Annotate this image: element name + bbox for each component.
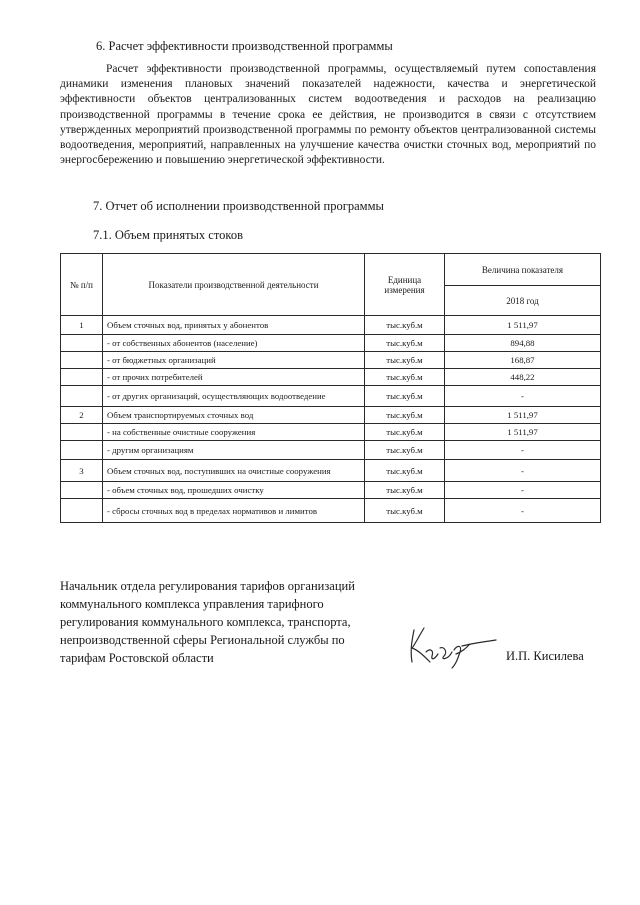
cell-indicator: - от других организаций, осуществляющих водоотведение	[103, 386, 365, 407]
cell-unit: тыс.куб.м	[365, 316, 445, 335]
table-row	[61, 441, 601, 460]
signature-title-block	[60, 577, 355, 667]
section-6-title: 6. Расчет эффективности производственной программы	[96, 39, 393, 53]
cell-num	[61, 441, 103, 460]
section-7-1-subtitle: 7.1. Объем принятых стоков	[93, 228, 243, 242]
cell-value: -	[445, 460, 601, 482]
header-year: 2018 год	[445, 286, 601, 316]
signature-line: Начальник отдела регулирования тарифов организаций	[60, 579, 355, 593]
cell-unit: тыс.куб.м	[365, 352, 445, 369]
cell-unit: тыс.куб.м	[365, 407, 445, 424]
cell-value: 1 511,97	[445, 424, 601, 441]
cell-num	[61, 499, 103, 523]
cell-value: 168,87	[445, 352, 601, 369]
table-row	[61, 460, 601, 482]
signature-line: непроизводственной сферы Региональной службы по	[60, 633, 345, 647]
cell-value: -	[445, 499, 601, 523]
cell-unit: тыс.куб.м	[365, 424, 445, 441]
section-6-paragraph-text: Расчет эффективности производственной программы, осуществляемый путем сопоставления динамики изменения плановых значений показателей надежности, качества и энергетической эффективности объектов централизованных систем водоотведения и расходов на реализацию производственной программы в течение срока ее действия, не производится в связи с отсутствием утвержденных мероприятий производственной программы по ремонту объектов централизованной системы водоотведения, мероприятий, направленных на улучшение качества очистки сточных вод, мероприятий по энергосбережению и повышению энергетической эффективности.	[60, 63, 596, 167]
cell-unit: тыс.куб.м	[365, 460, 445, 482]
cell-indicator: - другим организациям	[103, 441, 365, 460]
cell-unit: тыс.куб.м	[365, 369, 445, 386]
cell-value: 1 511,97	[445, 316, 601, 335]
table-row	[61, 369, 601, 386]
table-row	[61, 316, 601, 335]
table-row	[61, 335, 601, 352]
signature-line: тарифам Ростовской области	[60, 651, 214, 665]
cell-value: 894,88	[445, 335, 601, 352]
cell-value: -	[445, 441, 601, 460]
handwritten-signature	[404, 622, 500, 670]
cell-num	[61, 386, 103, 407]
cell-unit: тыс.куб.м	[365, 386, 445, 407]
cell-unit: тыс.куб.м	[365, 335, 445, 352]
cell-value: -	[445, 482, 601, 499]
table-row	[61, 482, 601, 499]
header-indicator: Показатели производственной деятельности	[103, 254, 365, 316]
section-6-paragraph	[60, 62, 596, 168]
cell-value: 448,22	[445, 369, 601, 386]
cell-unit: тыс.куб.м	[365, 441, 445, 460]
signature-line: регулирования коммунального комплекса, транспорта,	[60, 615, 351, 629]
cell-value: 1 511,97	[445, 407, 601, 424]
cell-num	[61, 424, 103, 441]
cell-num: 3	[61, 460, 103, 482]
header-value-group: Величина показателя	[445, 254, 601, 286]
section-7-title: 7. Отчет об исполнении производственной программы	[93, 199, 384, 213]
table-row	[61, 499, 601, 523]
cell-value: -	[445, 386, 601, 407]
cell-indicator: - на собственные очистные сооружения	[103, 424, 365, 441]
cell-indicator: - от собственных абонентов (население)	[103, 335, 365, 352]
cell-unit: тыс.куб.м	[365, 499, 445, 523]
header-num: № п/п	[61, 254, 103, 316]
signature-line: коммунального комплекса управления тарифного	[60, 597, 324, 611]
table-row	[61, 352, 601, 369]
signatory-name: И.П. Кисилева	[506, 649, 584, 663]
cell-num	[61, 352, 103, 369]
cell-indicator: - объем сточных вод, прошедших очистку	[103, 482, 365, 499]
cell-indicator: Объем сточных вод, поступивших на очистные сооружения	[103, 460, 365, 482]
cell-num	[61, 482, 103, 499]
cell-indicator: Объем сточных вод, принятых у абонентов	[103, 316, 365, 335]
cell-num	[61, 369, 103, 386]
header-unit: Единица измерения	[365, 254, 445, 316]
table-row	[61, 424, 601, 441]
cell-num	[61, 335, 103, 352]
table-row	[61, 386, 601, 407]
cell-indicator: Объем транспортируемых сточных вод	[103, 407, 365, 424]
cell-unit: тыс.куб.м	[365, 482, 445, 499]
table-body	[61, 316, 601, 523]
table-row	[61, 407, 601, 424]
cell-indicator: - от прочих потребителей	[103, 369, 365, 386]
cell-indicator: - сбросы сточных вод в пределах нормативов и лимитов	[103, 499, 365, 523]
cell-num: 1	[61, 316, 103, 335]
sewage-volume-table	[60, 253, 601, 523]
cell-indicator: - от бюджетных организаций	[103, 352, 365, 369]
cell-num: 2	[61, 407, 103, 424]
